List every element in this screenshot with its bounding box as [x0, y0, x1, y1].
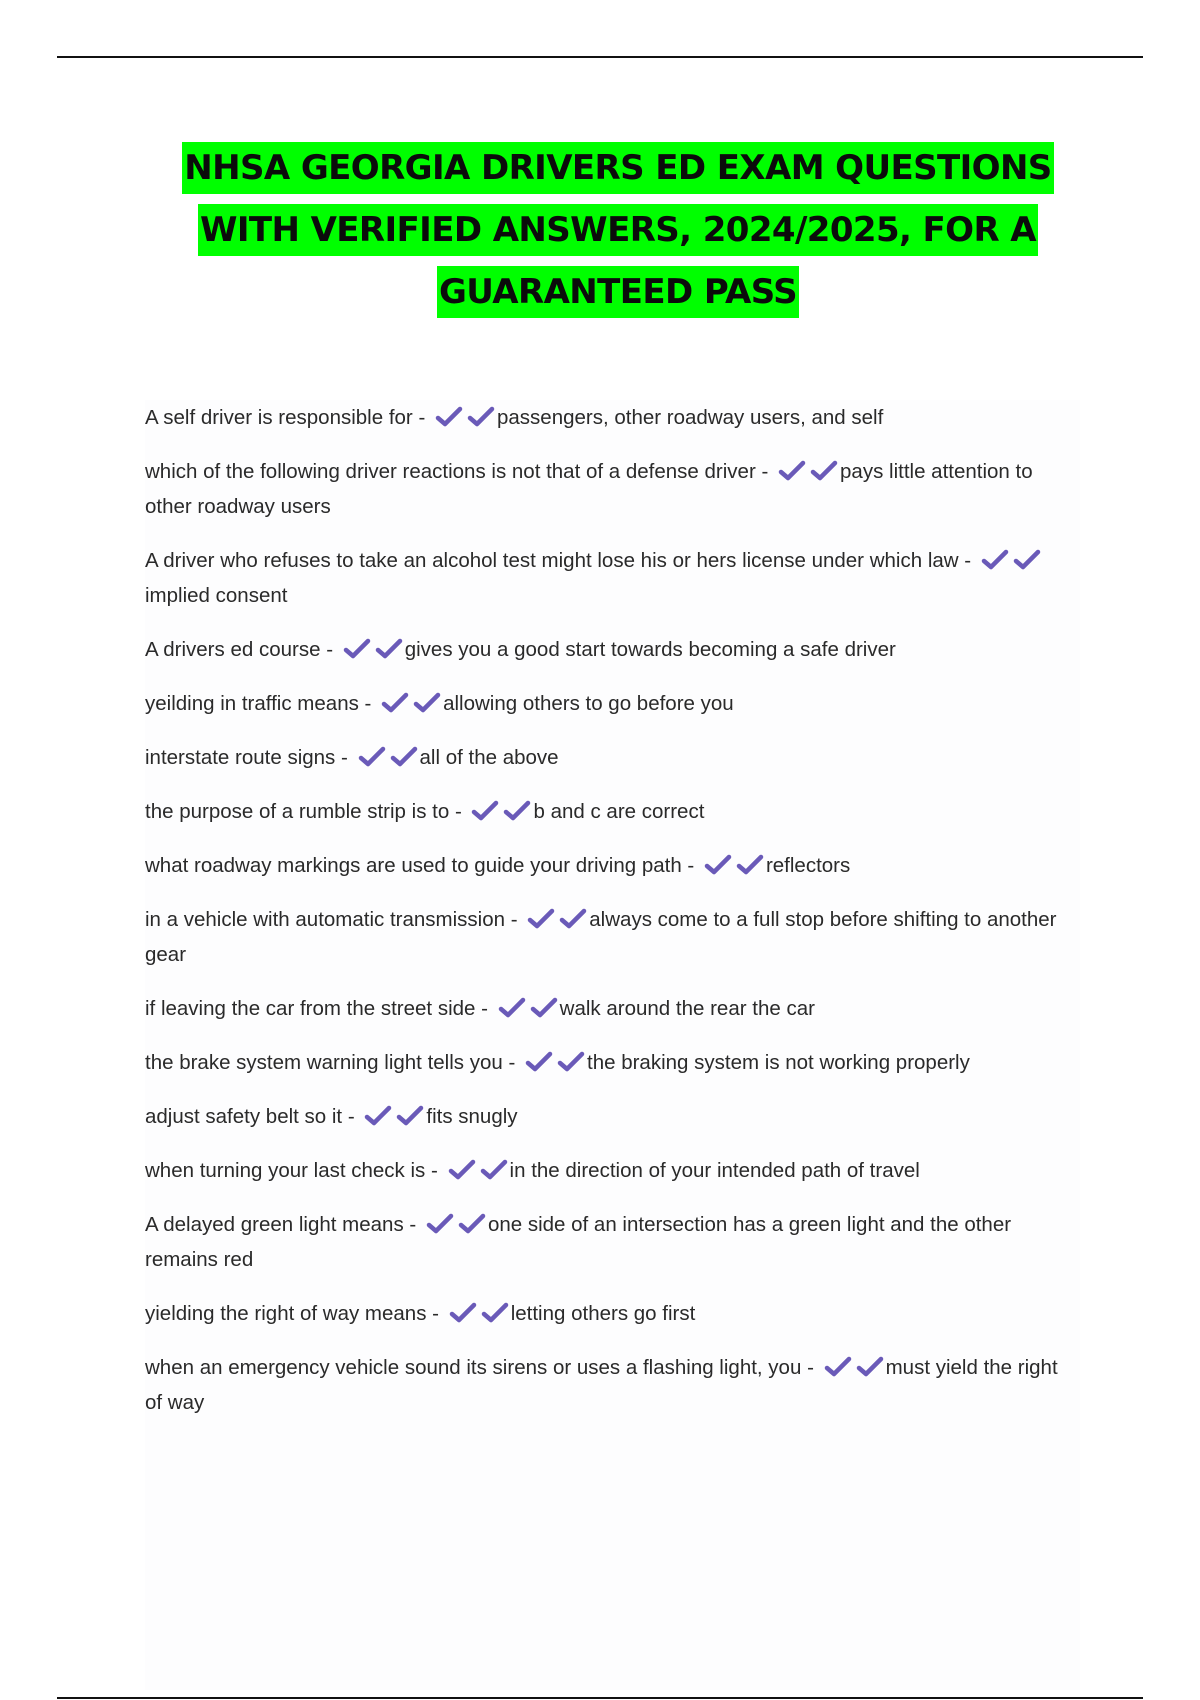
checkmark-icon	[481, 1302, 509, 1324]
title-line-1: NHSA GEORGIA DRIVERS ED EXAM QUESTIONS	[182, 142, 1053, 194]
separator: -	[508, 1051, 516, 1074]
bottom-rule	[57, 1697, 1143, 1699]
question-text: interstate route signs	[145, 746, 336, 769]
checkmark-icon	[480, 1159, 508, 1181]
answer-text: reflectors	[765, 854, 851, 877]
checkmark-icon	[449, 1302, 477, 1324]
separator: -	[761, 460, 769, 483]
separator: -	[432, 1302, 439, 1325]
checkmark-icon	[343, 638, 371, 660]
checkmark-icon	[736, 854, 764, 876]
question-text: adjust safety belt so it	[145, 1105, 343, 1128]
qa-item-1	[145, 400, 1080, 435]
answer-text: in the direction of your intended path of travel	[509, 1159, 920, 1182]
checkmark-icon	[448, 1159, 476, 1181]
qa-item-10	[145, 991, 1080, 1026]
qa-item-4	[145, 632, 1080, 667]
checkmark-icon	[471, 800, 499, 822]
separator: -	[687, 854, 695, 877]
checkmark-icon	[358, 746, 386, 768]
qa-item-15	[145, 1296, 1080, 1331]
separator: -	[364, 692, 372, 715]
answer-text: b and c are correct	[533, 800, 705, 823]
answer-text: fits snugly	[426, 1105, 518, 1128]
answer-text: one side of an intersection has a green light and the other remains red	[145, 1213, 1012, 1271]
qa-item-5	[145, 686, 1080, 721]
separator: -	[510, 908, 518, 931]
question-text: if leaving the car from the street side	[145, 997, 476, 1020]
question-text: in a vehicle with automatic transmission	[145, 908, 506, 931]
checkmark-icon	[413, 692, 441, 714]
answer-text: the braking system is not working properly	[587, 1051, 970, 1074]
verified-checkmarks	[981, 549, 1041, 571]
verified-checkmarks	[471, 800, 531, 822]
answer-text: must yield the right of way	[145, 1356, 1058, 1414]
title-line-3: GUARANTEED PASS	[437, 266, 799, 318]
answer-text: walk around the rear the car	[559, 997, 815, 1020]
question-text: A drivers ed course	[145, 638, 321, 661]
question-text: what roadway markings are used to guide your driving path	[145, 854, 682, 877]
answer-text: letting others go first	[510, 1302, 696, 1325]
checkmark-icon	[1013, 549, 1041, 571]
checkmark-icon	[856, 1356, 884, 1378]
checkmark-icon	[390, 746, 418, 768]
checkmark-icon	[810, 460, 838, 482]
question-text: A driver who refuses to take an alcohol test might lose his or hers license under which law	[145, 549, 959, 572]
qa-item-8	[145, 848, 1080, 883]
question-text: the purpose of a rumble strip is to	[145, 800, 450, 823]
verified-checkmarks	[358, 746, 418, 768]
separator: -	[964, 549, 972, 572]
checkmark-icon	[559, 908, 587, 930]
verified-checkmarks	[704, 854, 764, 876]
qa-item-14	[145, 1207, 1080, 1277]
question-text: yeilding in traffic means	[145, 692, 359, 715]
separator: -	[454, 800, 462, 823]
verified-checkmarks	[343, 638, 403, 660]
checkmark-icon	[981, 549, 1009, 571]
checkmark-icon	[503, 800, 531, 822]
verified-checkmarks	[448, 1159, 508, 1181]
question-text: A self driver is responsible for	[145, 406, 413, 429]
verified-checkmarks	[364, 1105, 424, 1127]
separator: -	[481, 997, 488, 1020]
top-rule	[57, 56, 1143, 58]
separator: -	[409, 1213, 417, 1236]
verified-checkmarks	[381, 692, 441, 714]
qa-item-16	[145, 1350, 1080, 1420]
qa-item-12	[145, 1099, 1080, 1134]
checkmark-icon	[435, 406, 463, 428]
checkmark-icon	[375, 638, 403, 660]
answer-text: implied consent	[145, 584, 288, 607]
document-title	[120, 142, 1116, 328]
checkmark-icon	[527, 908, 555, 930]
verified-checkmarks	[498, 997, 558, 1019]
checkmark-icon	[704, 854, 732, 876]
checkmark-icon	[467, 406, 495, 428]
checkmark-icon	[824, 1356, 852, 1378]
checkmark-icon	[530, 997, 558, 1019]
checkmark-icon	[364, 1105, 392, 1127]
answer-text: gives you a good start towards becoming a safe driver	[404, 638, 896, 661]
qa-item-7	[145, 794, 1080, 829]
separator: -	[418, 406, 426, 429]
title-line-2: WITH VERIFIED ANSWERS, 2024/2025, FOR A	[198, 204, 1038, 256]
answer-text: pays little attention to other roadway users	[145, 460, 1033, 518]
qa-item-3	[145, 543, 1080, 613]
verified-checkmarks	[449, 1302, 509, 1324]
checkmark-icon	[381, 692, 409, 714]
checkmark-icon	[557, 1051, 585, 1073]
checkmark-icon	[778, 460, 806, 482]
question-text: when turning your last check is	[145, 1159, 426, 1182]
checkmark-icon	[396, 1105, 424, 1127]
checkmark-icon	[525, 1051, 553, 1073]
qa-item-2	[145, 454, 1080, 524]
question-text: which of the following driver reactions is not that of a defense driver	[145, 460, 756, 483]
question-text: A delayed green light means	[145, 1213, 404, 1236]
qa-item-11	[145, 1045, 1080, 1080]
answer-text: always come to a full stop before shifting to another gear	[145, 908, 1057, 966]
verified-checkmarks	[824, 1356, 884, 1378]
question-text: the brake system warning light tells you	[145, 1051, 503, 1074]
separator: -	[807, 1356, 814, 1379]
question-text: when an emergency vehicle sound its sirens or uses a flashing light, you	[145, 1356, 802, 1379]
checkmark-icon	[498, 997, 526, 1019]
qa-item-9	[145, 902, 1080, 972]
verified-checkmarks	[778, 460, 838, 482]
qa-item-13	[145, 1153, 1080, 1188]
verified-checkmarks	[426, 1213, 486, 1235]
question-text: yielding the right of way means	[145, 1302, 427, 1325]
verified-checkmarks	[527, 908, 587, 930]
checkmark-icon	[426, 1213, 454, 1235]
separator: -	[341, 746, 348, 769]
separator: -	[431, 1159, 438, 1182]
verified-checkmarks	[435, 406, 495, 428]
qa-list	[145, 400, 1080, 1690]
answer-text: all of the above	[419, 746, 559, 769]
answer-text: passengers, other roadway users, and self	[497, 406, 884, 429]
answer-text: allowing others to go before you	[443, 692, 734, 715]
verified-checkmarks	[525, 1051, 585, 1073]
separator: -	[326, 638, 334, 661]
qa-item-6	[145, 740, 1080, 775]
separator: -	[347, 1105, 355, 1128]
checkmark-icon	[458, 1213, 486, 1235]
